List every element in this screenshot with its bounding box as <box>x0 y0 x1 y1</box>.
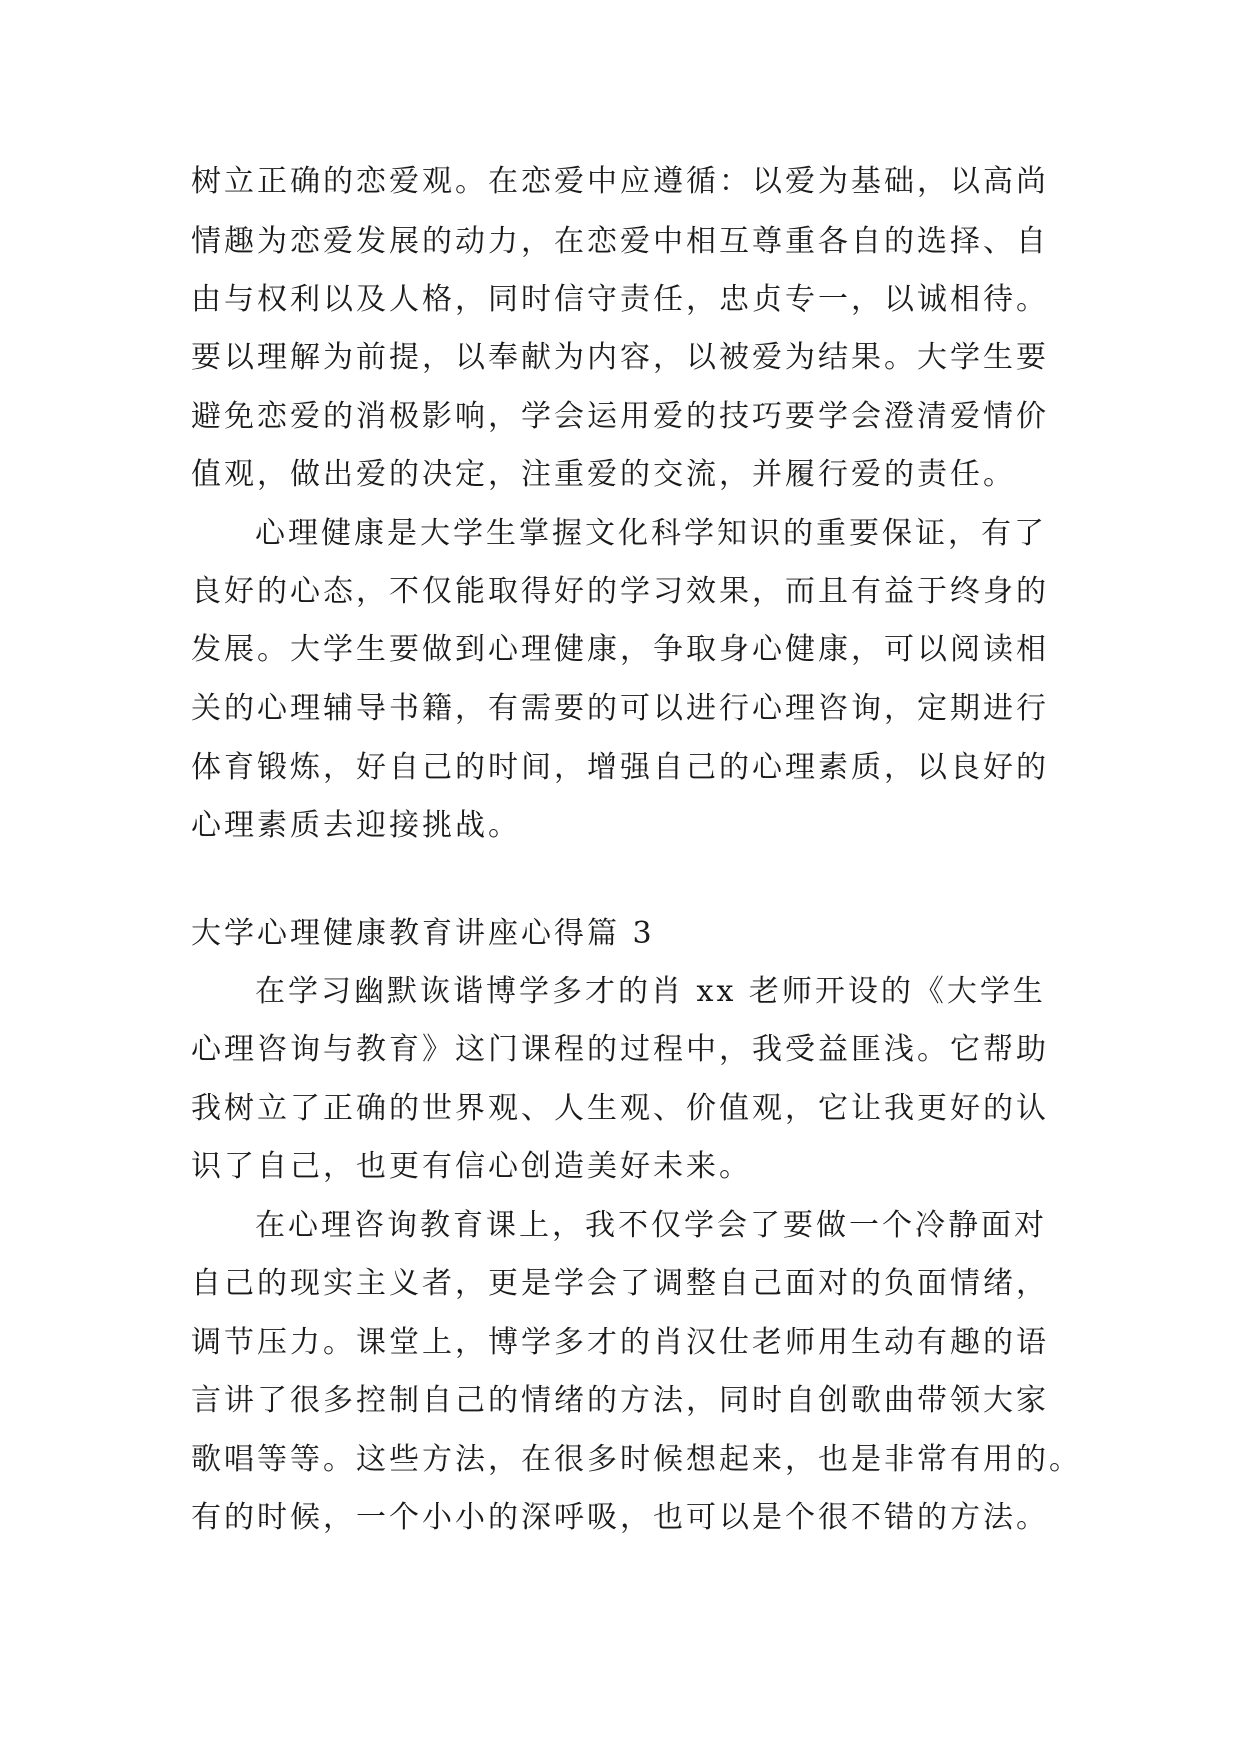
paragraph-line: 识了自己，也更有信心创造美好未来。 <box>191 1149 752 1184</box>
paragraph-line: 避免恋爱的消极影响，学会运用爱的技巧要学会澄清爱情价 <box>191 399 1049 434</box>
paragraph-line: 言讲了很多控制自己的情绪的方法，同时自创歌曲带领大家 <box>191 1383 1049 1418</box>
paragraph-line: 发展。大学生要做到心理健康，争取身心健康，可以阅读相 <box>191 632 1049 667</box>
paragraph-line: 有的时候，一个小小的深呼吸，也可以是个很不错的方法。 <box>191 1500 1049 1535</box>
paragraph-line: 自己的现实主义者，更是学会了调整自己面对的负面情绪， <box>191 1266 1049 1301</box>
paragraph-line: 树立正确的恋爱观。在恋爱中应遵循：以爱为基础，以高尚 <box>191 164 1049 199</box>
section-heading: 大学心理健康教育讲座心得篇 3 <box>191 916 655 951</box>
paragraph-line: 我树立了正确的世界观、人生观、价值观，它让我更好的认 <box>191 1091 1049 1126</box>
paragraph-line: 心理咨询与教育》这门课程的过程中，我受益匪浅。它帮助 <box>191 1032 1049 1067</box>
paragraph-line: 体育锻炼，好自己的时间，增强自己的心理素质，以良好的 <box>191 750 1049 785</box>
paragraph-line: 歌唱等等。这些方法，在很多时候想起来，也是非常有用的。 <box>191 1442 1082 1477</box>
paragraph-line: 情趣为恋爱发展的动力，在恋爱中相互尊重各自的选择、自 <box>191 224 1049 259</box>
paragraph-line: 值观，做出爱的决定，注重爱的交流，并履行爱的责任。 <box>191 457 1016 492</box>
paragraph-line: 在心理咨询教育课上，我不仅学会了要做一个冷静面对 <box>255 1208 1047 1243</box>
paragraph-line: 在学习幽默诙谐博学多才的肖 xx 老师开设的《大学生 <box>255 974 1046 1009</box>
paragraph-line: 调节压力。课堂上，博学多才的肖汉仕老师用生动有趣的语 <box>191 1325 1049 1360</box>
paragraph-line: 良好的心态，不仅能取得好的学习效果，而且有益于终身的 <box>191 574 1049 609</box>
paragraph-line: 心理素质去迎接挑战。 <box>191 808 521 843</box>
paragraph-line: 由与权利以及人格，同时信守责任，忠贞专一，以诚相待。 <box>191 282 1049 317</box>
paragraph-line: 关的心理辅导书籍，有需要的可以进行心理咨询，定期进行 <box>191 691 1049 726</box>
paragraph-line: 心理健康是大学生掌握文化科学知识的重要保证，有了 <box>255 516 1047 551</box>
paragraph-line: 要以理解为前提，以奉献为内容，以被爱为结果。大学生要 <box>191 340 1049 375</box>
